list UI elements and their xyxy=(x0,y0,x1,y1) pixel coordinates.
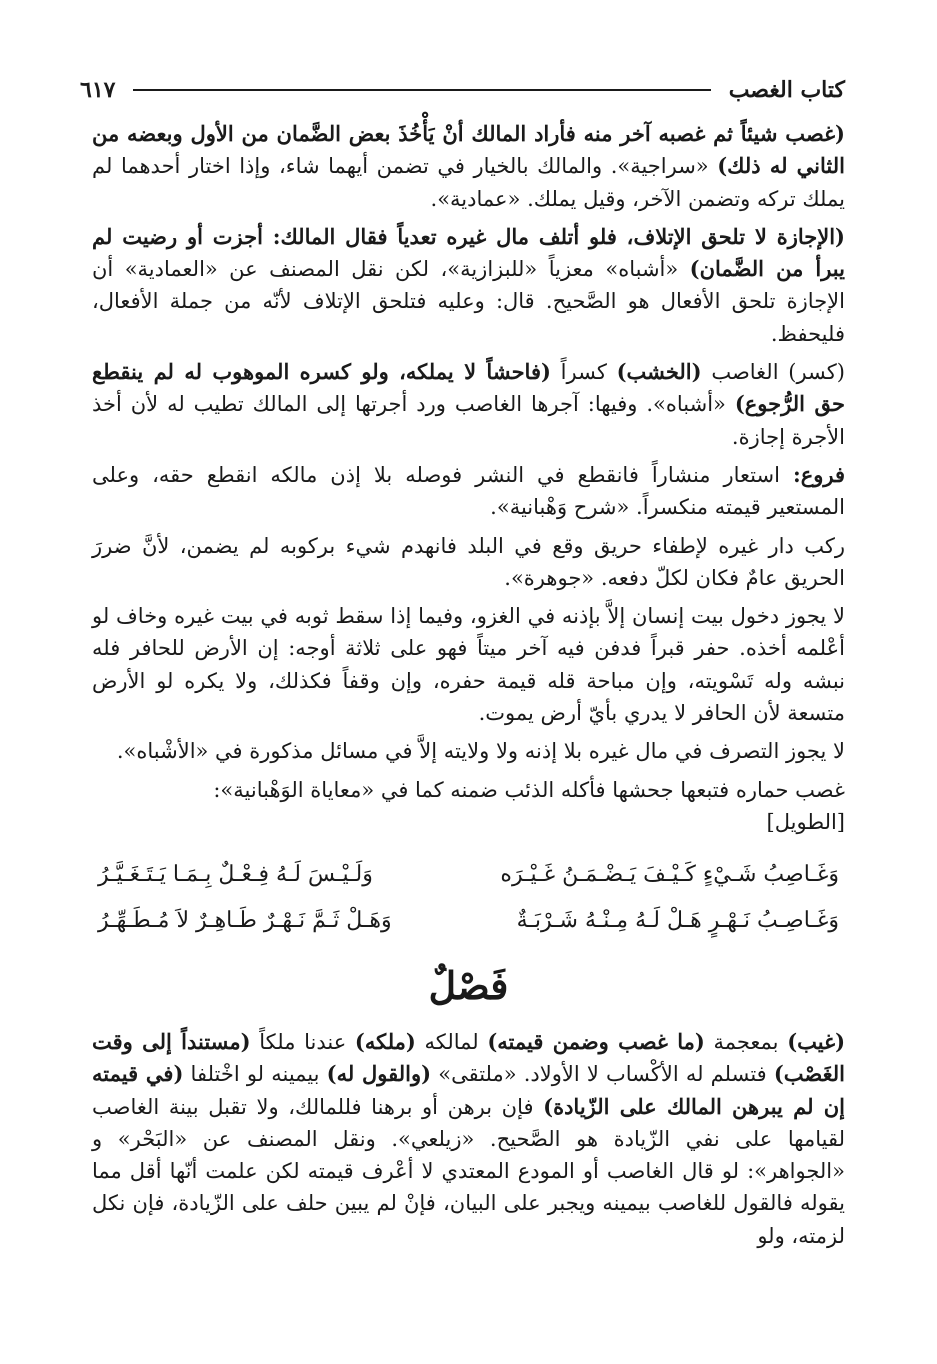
sharh-text: لمالكه xyxy=(415,1029,488,1054)
matn-text: (الإجازة لا تلحق الإتلاف، فلو أتلف مال غيره تعدياً فقال المالك: أجزت أو رضيت لم يبرأ من الضَّمان) xyxy=(92,223,845,282)
paragraph-1 xyxy=(92,118,845,215)
section-heading: فَصْلٌ xyxy=(428,962,509,1008)
matn-text: (غيب) xyxy=(787,1028,846,1054)
matn-text: (الخشب) xyxy=(616,359,702,385)
matn-text: (غصب شيئاً ثم غصبه آخر منه فأراد المالك أنْ يَأْخُذَ بعض الضَّمان من الأول وبعضه من الثاني له ذلك) xyxy=(92,121,845,179)
sharh-text: «أشباه». وفيها: آجرها الغاصب ورد أجرتها إلى المالك تطيب له لأن أخذ الأجرة إجازة. xyxy=(92,392,845,449)
paragraph-3 xyxy=(92,356,845,453)
sharh-text: غصب حماره فتبعها جحشها فأكله الذئب ضمنه كما في «معاياة الوَهْبانية»: xyxy=(213,777,845,802)
chapter-title: كتاب الغصب xyxy=(728,77,845,103)
matn-text: (في قيمته إن لم يبرهن المالك على الزّيادة) xyxy=(92,1061,845,1119)
paragraph-2 xyxy=(92,221,845,350)
sharh-text: (كسر) الغاصب xyxy=(701,360,845,385)
matn-text: (ما غصب وضمن قيمته) xyxy=(487,1028,705,1054)
sharh-text: فإن برهن أو برهنا فللمالك، ولا تقبل بينة الغاصب لقيامها على نفي الزّيادة هو الصَّحيح. «زيلعي». ونقل المصنف عن «البَحْر» و «الجواهر»: لو قال الغاصب أو المودع المعتدي لا أعْرف قيمته لكن علمت أنّها أقل مما يقوله فالقول للغاصب بيمينه ويجبر على البيان، فإنْ لم يبين حلف على الزّيادة، فإن نكل لزمته، ولو xyxy=(92,1094,845,1248)
running-header xyxy=(80,72,845,108)
sharh-text: استعار منشاراً فانقطع في النشر فوصله بلا إذن مالكه انقطع حقه، وعلى المستعير قيمته منكسراً. «شرح وَهْبانية». xyxy=(92,462,845,520)
sharh-text: فتسلم له الأكْساب لا الأولاد. «ملتقى» xyxy=(431,1062,774,1087)
paragraph-8 xyxy=(92,774,845,806)
sharh-text: ركب دار غيره لإطفاء حريق وقع في البلد فانهدم شيء بركوبه لم يضمن، لأنَّ ضررَ الحريق عامٌ فكان لكلّ دفعه. «جوهرة». xyxy=(92,533,845,590)
sharh-text: كسراً xyxy=(550,360,617,385)
header-rule xyxy=(133,89,710,91)
section-label: فروع: xyxy=(792,461,845,487)
verse-line xyxy=(92,898,845,944)
sharh-text: «سراجية». والمالك بالخيار في تضمن أيهما شاء، وإذا اختار أحدهما لم يملك تركه وتضمن الآخر، وقيل يملك. «عمادية». xyxy=(92,154,845,211)
verse-line xyxy=(92,852,845,898)
verse-ajuz: وَلَـيْـسَ لَـهُ فِـعْـلٌ بِـمَـا يَـتَـغَـيَّـرُ xyxy=(98,861,373,887)
matn-text: (مستنداً إلى وقت الغَصْب) xyxy=(92,1028,845,1087)
matn-text: (ملكه) xyxy=(354,1028,416,1054)
page-number: ٦١٧ xyxy=(80,77,116,103)
matn-text: (والقول له) xyxy=(326,1061,432,1087)
paragraph-6 xyxy=(92,600,845,729)
sharh-text: بمعجمة xyxy=(704,1029,788,1054)
sharh-text: لا يجوز التصرف في مال غيره بلا إذنه ولا ولايته إلاَّ في مسائل مذكورة في «الأشْباه». xyxy=(116,739,845,764)
paragraph-9 xyxy=(92,1026,845,1252)
verse-ajuz: وَهَـلْ ثَـمَّ نَـهْـرٌ طَـاهِـرٌ لاَ مُـطَـهِّـرُ xyxy=(98,907,392,933)
matn-text: (فاحشاً لا يملكه، ولو كسره الموهوب له لم ينقطع حق الرُّجوع) xyxy=(92,359,845,417)
page-body xyxy=(92,118,845,1258)
poetic-meter: [الطويل] xyxy=(766,809,845,834)
sharh-text: لا يجوز دخول بيت إنسان إلاَّ بإذنه في الغزو، وفيما إذا سقط ثوبه في بيت غيره وخاف لو أعْلمه أخذه. حفر قبراً فدفن فيه آخر ميتاً فهو على ثلاثة أوجه: إن الأرض للحافر فله نبشه وله تَسْويته، وإن مباحة قله قيمة حفره، وإن وقفاً فكذلك، ولا يكره لو الأرض متسعة لأن الحافر لا يدري بأيّ أرض يموت. xyxy=(92,604,845,726)
sharh-text: «أشباه» معزياً «للبزازية»، لكن نقل المصنف عن «العمادية» أن الإجازة تلحق الأفعال هو الصَّحيح. قال: وعليه فتلحق الإتلاف لأنّه من جملة الأفعال، فليحفظ. xyxy=(92,257,845,346)
verse-sadr: وَغَـاصِبُ شَـيْءٍ كَـيْـفَ يَـضْـمَـنُ غَـيْـرَه xyxy=(500,861,839,887)
poem-verses xyxy=(92,852,845,944)
sharh-text: بيمينه لو اخْتلفا xyxy=(183,1062,327,1087)
verse-sadr: وَغَـاصِـبُ نَـهْـرٍ هَـلْ لَـهُ مِـنْـهُ شَـرْبَـةٌ xyxy=(516,907,839,933)
paragraph-4 xyxy=(92,459,845,524)
paragraph-7 xyxy=(92,735,845,767)
paragraph-5 xyxy=(92,530,845,595)
sharh-text: عندنا ملكاً xyxy=(250,1029,355,1054)
